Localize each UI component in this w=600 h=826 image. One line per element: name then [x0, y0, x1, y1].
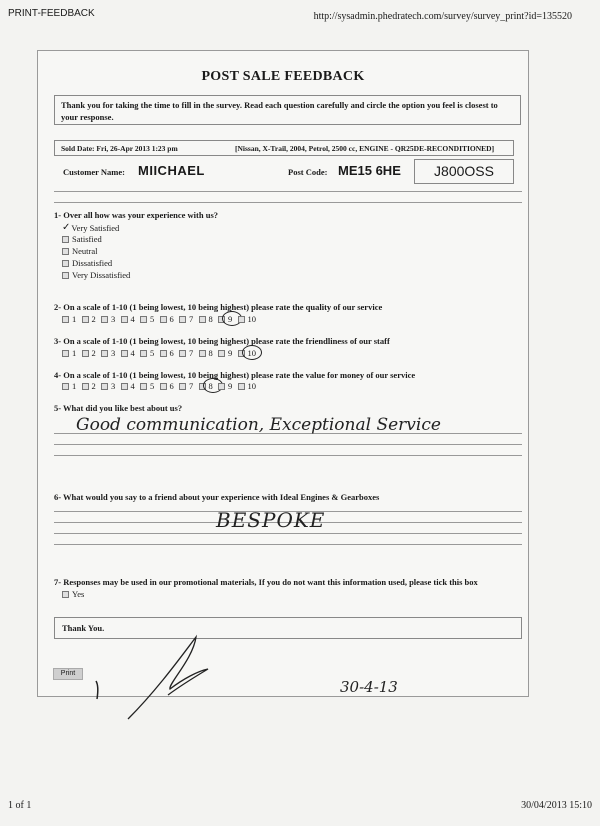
checkbox-icon [238, 316, 245, 323]
checkbox-icon [82, 350, 89, 357]
handwritten-date: 30-4-13 [340, 678, 398, 696]
rating-option-5[interactable] [140, 348, 160, 358]
rating-label: 5 [150, 381, 155, 391]
checkbox-icon [121, 350, 128, 357]
rating-option-2[interactable] [82, 348, 102, 358]
rating-option-4[interactable] [121, 314, 141, 324]
rating-option-9[interactable] [218, 314, 238, 324]
rating-label: 10 [247, 381, 256, 391]
rating-label: 6 [169, 348, 174, 358]
rating-label: 7 [189, 314, 194, 324]
rating-option-7[interactable] [179, 314, 199, 324]
sold-date: Sold Date: Fri, 26-Apr 2013 1:23 pm [61, 144, 178, 153]
option-label: Yes [72, 589, 85, 599]
option-label: Very Satisfied [71, 222, 120, 233]
checkbox-icon [160, 350, 167, 357]
question-3: 3- On a scale of 1-10 (1 being lowest, 10 being highest) please rate the friendliness of our staff [54, 336, 390, 346]
option-label: Satisfied [72, 234, 102, 244]
checkbox-icon [82, 316, 89, 323]
rating-label: 9 [228, 381, 233, 391]
rating-label: 1 [72, 381, 77, 391]
checkbox-icon [62, 260, 69, 267]
question-5: 5- What did you like best about us? [54, 403, 183, 413]
checkbox-icon [101, 316, 108, 323]
option-label: Neutral [72, 246, 98, 256]
rating-option-9[interactable] [218, 348, 238, 358]
option-very-dissatisfied[interactable] [62, 270, 130, 280]
browser-url: http://sysadmin.phedratech.com/survey/survey_print?id=135520 [313, 11, 572, 22]
rating-option-10[interactable] [238, 381, 260, 391]
option-label: Very Dissatisfied [72, 270, 131, 280]
rating-option-4[interactable] [121, 381, 141, 391]
checkbox-icon [62, 236, 69, 243]
rating-label: 7 [189, 348, 194, 358]
customer-name-value: MIICHAEL [138, 163, 205, 178]
rating-label: 4 [130, 314, 135, 324]
option-satisfied[interactable] [62, 234, 102, 244]
checkbox-icon [62, 316, 69, 323]
customer-name-label: Customer Name: [63, 167, 125, 177]
question-1: 1- Over all how was your experience with us? [54, 210, 219, 220]
option-very-satisfied[interactable] [62, 222, 119, 233]
rating-scale-quality [62, 314, 260, 324]
rating-label: 7 [189, 381, 194, 391]
checkbox-icon [160, 383, 167, 390]
rating-option-5[interactable] [140, 314, 160, 324]
rating-label: 2 [91, 348, 96, 358]
rating-option-6[interactable] [160, 314, 180, 324]
checkbox-icon [140, 316, 147, 323]
rating-scale-value [62, 381, 260, 391]
option-label: Dissatisfied [72, 258, 113, 268]
rating-label: 8 [208, 348, 213, 358]
checkbox-icon [179, 383, 186, 390]
registration-box: J800OSS [414, 159, 514, 184]
rating-option-1[interactable] [62, 314, 82, 324]
rating-option-2[interactable] [82, 314, 102, 324]
checkbox-icon [62, 272, 69, 279]
rating-label: 8 [208, 381, 213, 391]
rating-label: 4 [130, 348, 135, 358]
vehicle-details: [Nissan, X-Trail, 2004, Petrol, 2500 cc, ENGINE - QR25DE-RECONDITIONED] [235, 144, 495, 153]
checkbox-icon [199, 350, 206, 357]
page-count: 1 of 1 [8, 800, 32, 811]
checkbox-icon [140, 350, 147, 357]
rating-option-6[interactable] [160, 381, 180, 391]
rating-option-3[interactable] [101, 348, 121, 358]
print-button[interactable]: Print [53, 668, 83, 680]
rating-label: 3 [111, 348, 116, 358]
checkbox-icon [62, 383, 69, 390]
rating-label: 8 [208, 314, 213, 324]
question-6: 6- What would you say to a friend about your experience with Ideal Engines & Gearboxes [54, 492, 380, 502]
checkbox-icon [218, 350, 225, 357]
browser-page-title: PRINT-FEEDBACK [8, 8, 95, 19]
checkbox-icon [121, 316, 128, 323]
rating-label: 6 [169, 314, 174, 324]
form-title: POST SALE FEEDBACK [201, 69, 365, 84]
rating-label: 2 [91, 314, 96, 324]
postcode-value: ME15 6HE [338, 163, 401, 178]
rating-label: 2 [91, 381, 96, 391]
rating-option-6[interactable] [160, 348, 180, 358]
sale-details [54, 140, 514, 156]
checkbox-icon [101, 383, 108, 390]
checkbox-icon [62, 591, 69, 598]
question-4: 4- On a scale of 1-10 (1 being lowest, 10 being highest) please rate the value for money of our service [54, 370, 416, 380]
checkbox-icon [179, 350, 186, 357]
rating-option-7[interactable] [179, 348, 199, 358]
rating-label: 6 [169, 381, 174, 391]
postcode-label: Post Code: [288, 167, 328, 177]
rating-option-8[interactable] [199, 314, 219, 324]
checkbox-icon [82, 383, 89, 390]
rating-option-1[interactable] [62, 381, 82, 391]
rating-label: 9 [228, 348, 233, 358]
signature [88, 629, 238, 724]
rating-option-9[interactable] [218, 381, 238, 391]
rating-option-8[interactable] [199, 381, 219, 391]
rating-label: 5 [150, 314, 155, 324]
feedback-form [37, 50, 529, 697]
checkbox-icon [218, 383, 225, 390]
rating-label: 9 [228, 314, 233, 324]
checkbox-icon [160, 316, 167, 323]
checkbox-icon [179, 316, 186, 323]
option-neutral[interactable] [62, 246, 98, 256]
question-2: 2- On a scale of 1-10 (1 being lowest, 10 being highest) please rate the quality of our service [54, 302, 383, 312]
rating-label: 3 [111, 314, 116, 324]
option-yes[interactable] [62, 589, 84, 599]
divider [54, 202, 522, 203]
rating-label: 10 [247, 314, 256, 324]
rating-option-5[interactable] [140, 381, 160, 391]
rating-label: 10 [247, 348, 256, 358]
checkbox-icon [140, 383, 147, 390]
checkbox-icon [199, 316, 206, 323]
rating-option-2[interactable] [82, 381, 102, 391]
rating-option-3[interactable] [101, 314, 121, 324]
answer-lines [54, 433, 522, 466]
checkbox-icon [62, 350, 69, 357]
rating-option-8[interactable] [199, 348, 219, 358]
intro-text: Thank you for taking the time to fill in the survey. Read each question carefully and circle the option you feel is closest to your response. [54, 95, 521, 125]
option-dissatisfied[interactable] [62, 258, 112, 268]
checkbox-icon [238, 383, 245, 390]
rating-label: 1 [72, 314, 77, 324]
rating-option-1[interactable] [62, 348, 82, 358]
handwritten-answer-6: BESPOKE [216, 508, 326, 532]
thank-you-box: Thank You. [54, 617, 522, 639]
print-timestamp: 30/04/2013 15:10 [521, 800, 592, 811]
rating-option-10[interactable] [238, 348, 260, 358]
rating-label: 1 [72, 348, 77, 358]
rating-label: 3 [111, 381, 116, 391]
tick-mark-icon: ✓ [62, 222, 71, 233]
checkbox-icon [101, 350, 108, 357]
rating-label: 5 [150, 348, 155, 358]
question-7: 7- Responses may be used in our promotional materials, If you do not want this information used, please tick this box [54, 577, 478, 587]
divider [54, 191, 522, 192]
checkbox-icon [62, 248, 69, 255]
rating-label: 4 [130, 381, 135, 391]
rating-option-3[interactable] [101, 381, 121, 391]
rating-scale-friendliness [62, 348, 260, 358]
rating-option-4[interactable] [121, 348, 141, 358]
checkbox-icon [121, 383, 128, 390]
rating-option-7[interactable] [179, 381, 199, 391]
selection-circle [242, 345, 262, 360]
handwritten-answer-5: Good communication, Exceptional Service [76, 415, 441, 435]
rating-option-10[interactable] [238, 314, 260, 324]
